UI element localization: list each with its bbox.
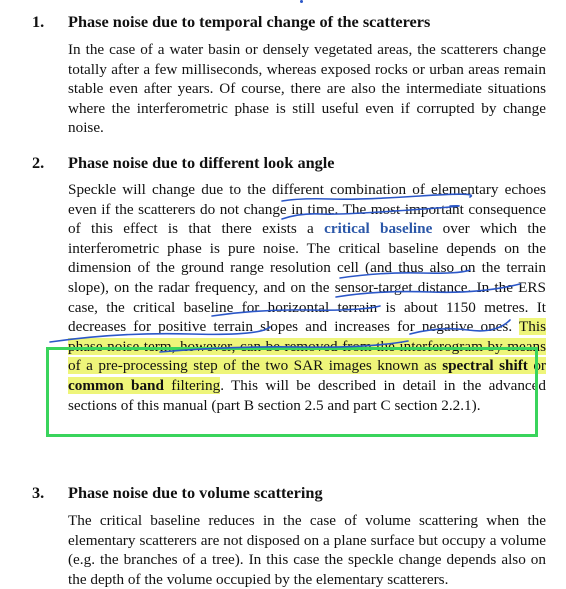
common-band-term: common band [68, 376, 164, 394]
section-3-heading [32, 483, 323, 503]
highlighted-text-b: filtering [163, 376, 221, 394]
section-3-title: Phase noise due to volume scattering [68, 483, 323, 502]
critical-baseline-term: critical baseline [324, 220, 433, 238]
section-2-text-a: Speckle will change due to the different combination of elementary echoes even if the scatterers do not change in time. The most important consequence of this effect is that there exists a [68, 181, 546, 238]
section-3-body: The critical baseline reduces in the case of volume scattering when the elementary scatterers are not disposed on a plane surface but occupy a volume (e.g. the branches of a tree). In this case the speckle change depends also on the depth of the volume occupied by the elementary scatterers. [68, 512, 546, 588]
section-1-number: 1. [32, 12, 45, 31]
section-2-heading [32, 153, 335, 173]
section-2-text-b: over which the interferometric phase is pure noise. The critical baseline depends on the dimension of the ground range resolution cell (and thus also on the terrain slope), on the radar frequency, and on the sensor-target distance. In the ERS case, the critical baseline for horizontal terrain is about 1150 metres. It decreases for positive terrain slopes and increases for negative ones. [68, 220, 546, 336]
section-1-body: In the case of a water basin or densely vegetated areas, the scatterers change totally after a few milliseconds, whereas exposed rocks or urban areas remain stable even after years. Of course, there are also the intermediate situations where the interferometric phase is still useful even if corrupted by change noise. [68, 41, 546, 137]
ink-dot [300, 0, 303, 3]
highlighted-text-a: This phase noise term, however, can be removed from the interferogram by means of a pre-processing step of the two SAR images known as [68, 318, 546, 375]
spectral-shift-term: spectral shift [442, 357, 528, 375]
section-1-title: Phase noise due to temporal change of the scatterers [68, 12, 431, 31]
section-2-number: 2. [32, 153, 45, 172]
section-3-number: 3. [32, 483, 45, 502]
highlighted-or: or [527, 357, 546, 375]
green-annotation-box [46, 347, 538, 437]
section-1-heading [32, 12, 430, 32]
section-2-title: Phase noise due to different look angle [68, 153, 335, 172]
section-2-text-c: . This will be described in detail in the advanced sections of this manual (part B section 2.5 and part C section 2.2.1). [68, 376, 546, 414]
